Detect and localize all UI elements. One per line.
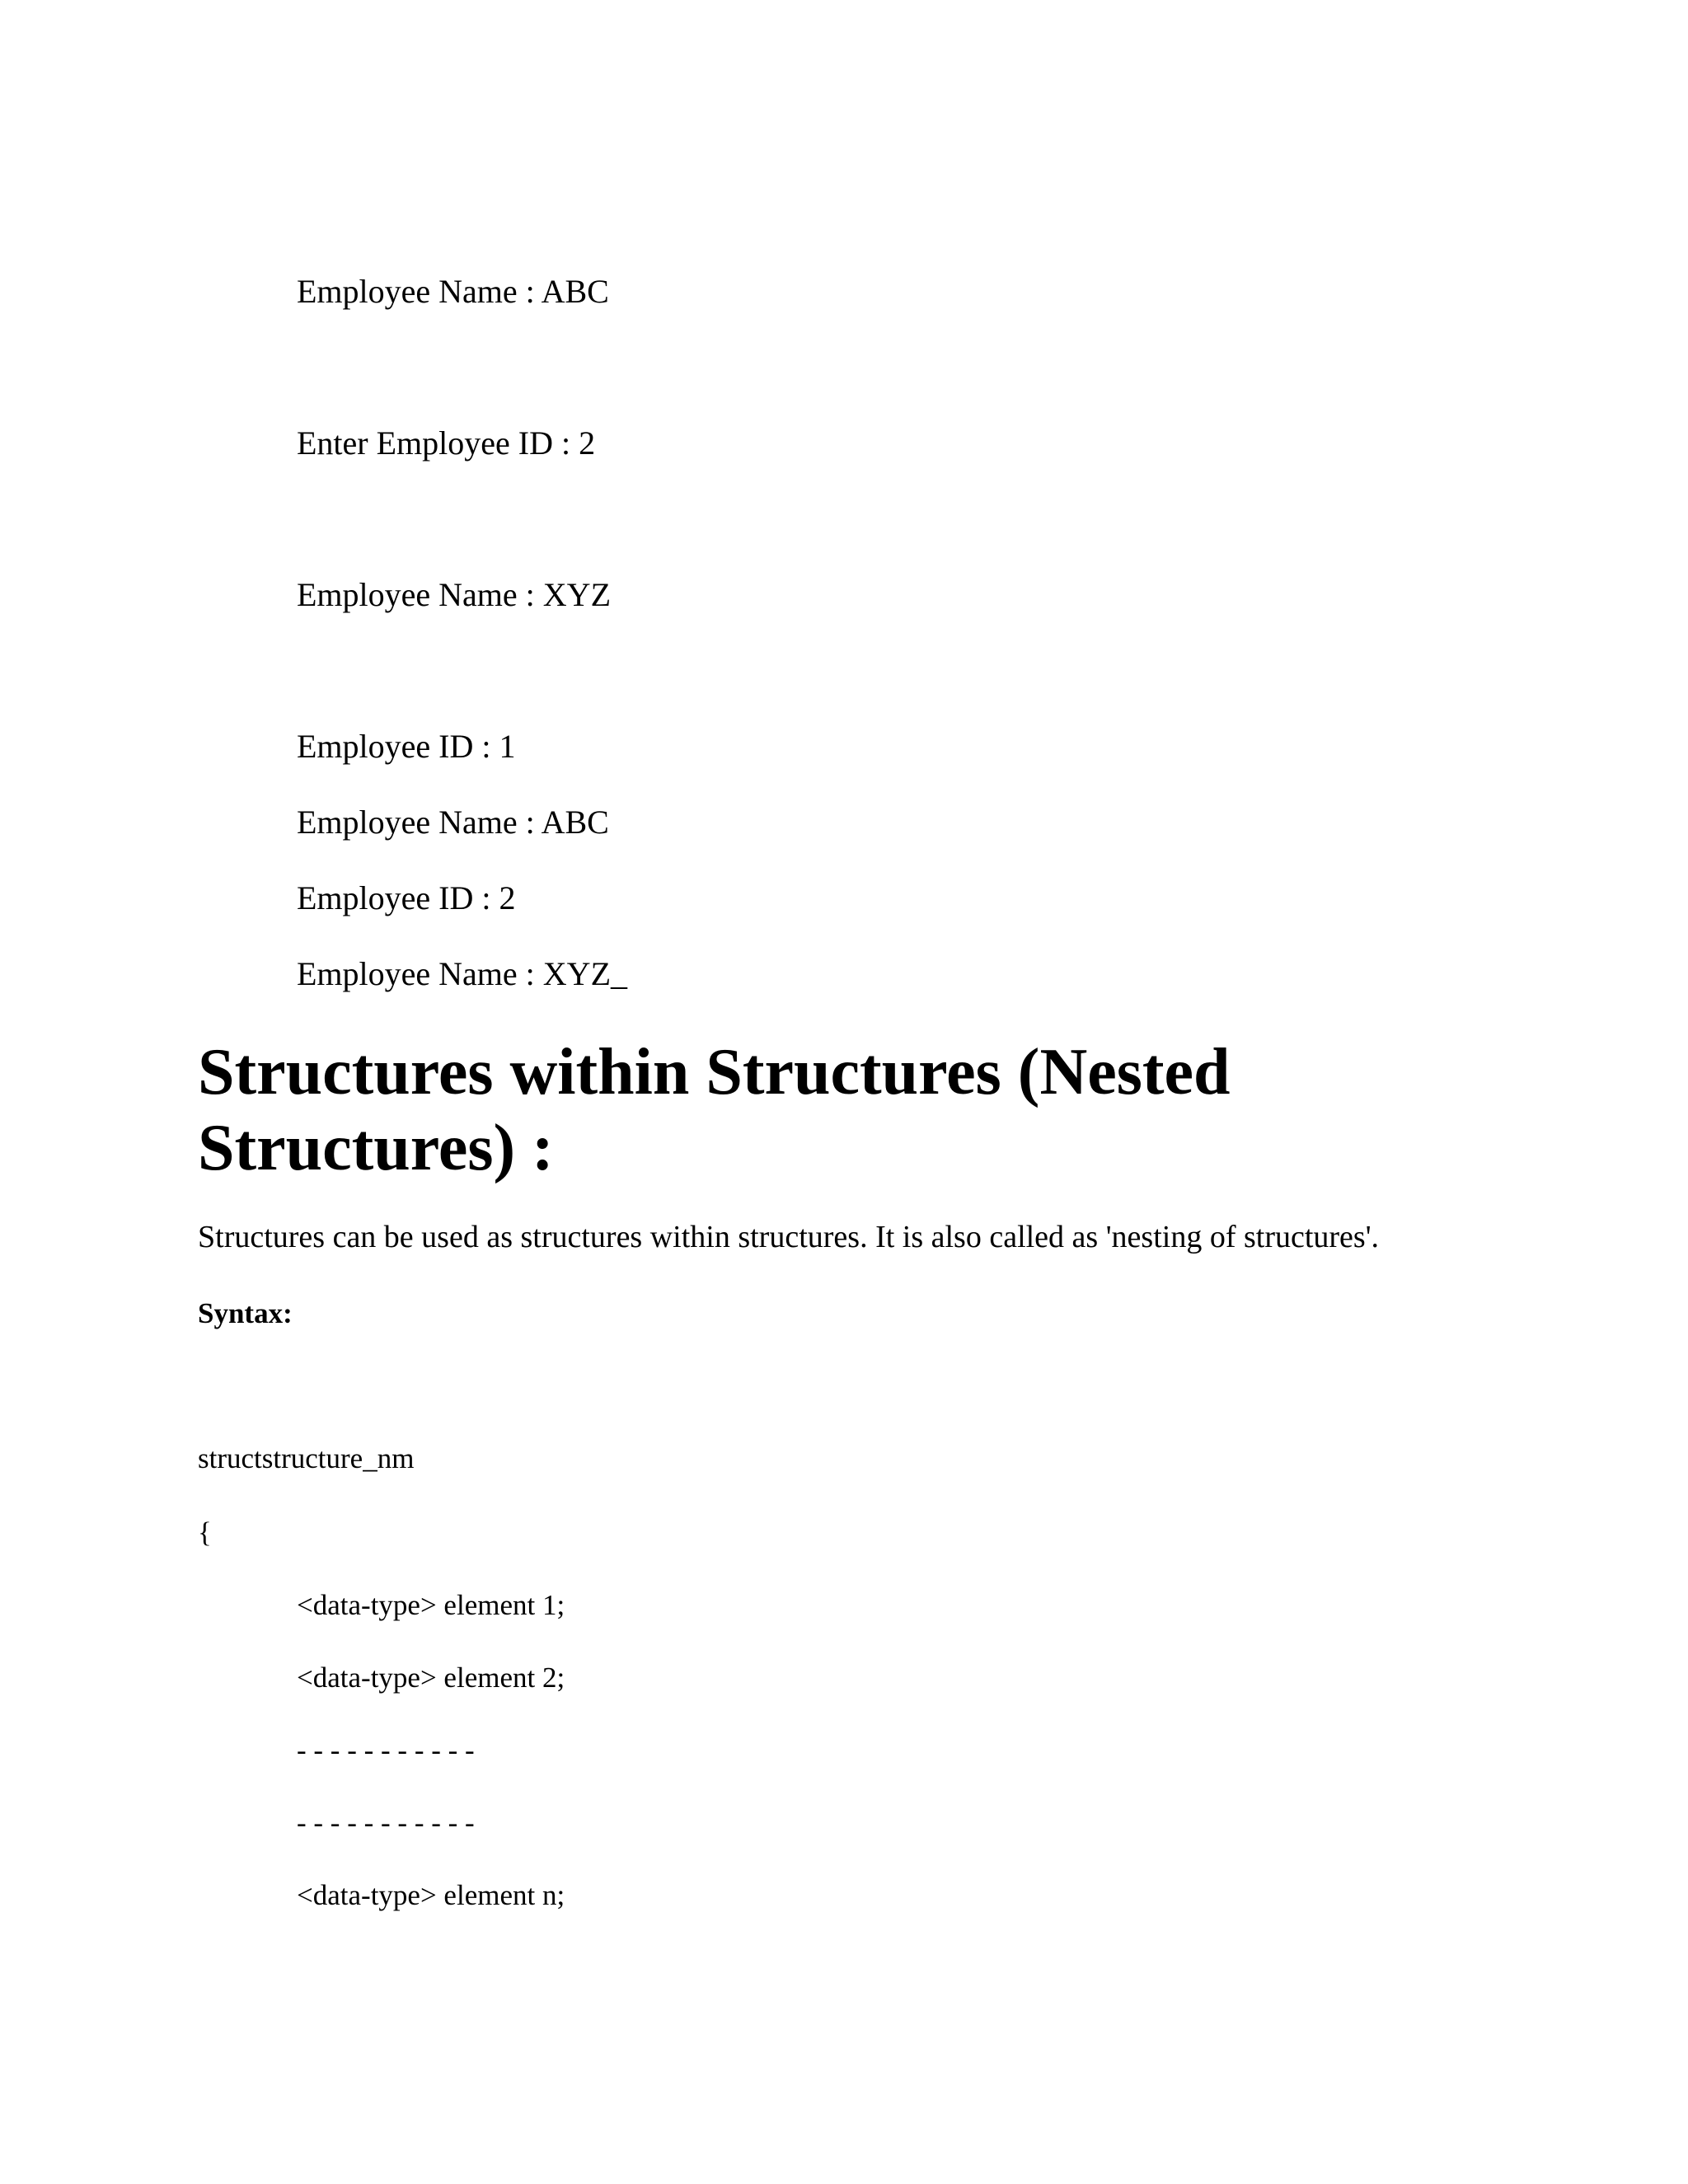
output-line: Employee Name : ABC — [297, 273, 609, 310]
output-line: Enter Employee ID : 2 — [297, 424, 596, 462]
section-heading: Structures within Structures (Nested Structures) : — [198, 1036, 1231, 1184]
code-line: { — [198, 1516, 212, 1549]
output-line: Employee ID : 2 — [297, 879, 516, 916]
code-line: <data-type> element n; — [297, 1879, 565, 1911]
output-line: Employee Name : XYZ_ — [297, 955, 627, 992]
output-line: Employee ID : 1 — [297, 728, 516, 765]
section-paragraph: Structures can be used as structures within structures. It is also called as 'nesting of structures'. — [198, 1220, 1380, 1254]
code-line: <data-type> element 1; — [297, 1589, 565, 1621]
code-line: <data-type> element 2; — [297, 1661, 565, 1694]
code-line: - - - - - - - - - - - — [297, 1807, 475, 1839]
output-line: Employee Name : ABC — [297, 804, 609, 841]
code-line: - - - - - - - - - - - — [297, 1734, 475, 1766]
output-line: Employee Name : XYZ — [297, 576, 611, 613]
syntax-label: Syntax: — [198, 1297, 293, 1329]
code-line: structstructure_nm — [198, 1442, 415, 1474]
